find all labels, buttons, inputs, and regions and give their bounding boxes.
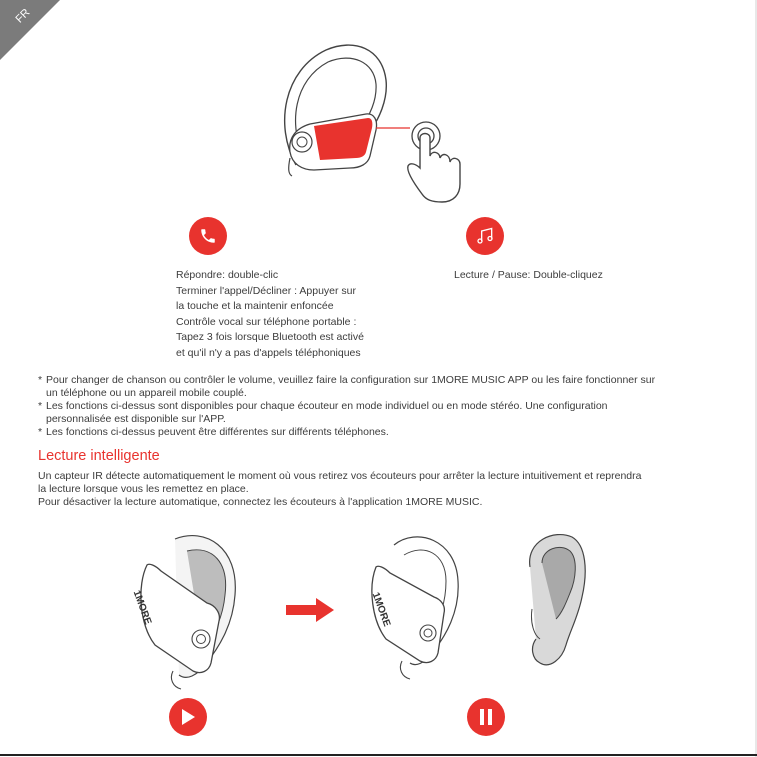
earbud-tap-illustration [270, 40, 470, 212]
note-item: * Les fonctions ci-dessus peuvent être différentes sur différents téléphones. [38, 426, 389, 438]
arrow-right-icon [286, 598, 334, 622]
earbud-worn-illustration [130, 525, 245, 693]
call-line: Terminer l'appel/Décliner : Appuyer sur [176, 284, 357, 297]
brand-logo: 1MORE [130, 589, 154, 627]
notes-list [38, 374, 728, 439]
section-title: Lecture intelligente [38, 448, 160, 464]
call-line: Répondre: double-clic [176, 269, 279, 281]
play-icon-circle [169, 698, 207, 736]
pause-icon-circle [467, 698, 505, 736]
pause-icon [478, 708, 494, 726]
call-controls-text [176, 268, 364, 362]
play-icon [180, 708, 196, 726]
call-line: Tapez 3 fois lorsque Bluetooth est activé [176, 331, 364, 344]
call-line: Contrôle vocal sur téléphone portable : [176, 315, 357, 328]
note-item: * Les fonctions ci-dessus sont disponibles pour chaque écouteur en mode individuel ou en mode stéréo. Une configuration personnalisée est disponible sur l'APP. [38, 400, 608, 425]
earbud-removed-illustration [368, 525, 468, 685]
call-line: la touche et la maintenir enfoncée [176, 300, 334, 313]
music-controls-text [454, 268, 603, 284]
language-label: FR [13, 6, 33, 26]
phone-icon [199, 227, 217, 245]
phone-icon-circle [189, 217, 227, 255]
music-note-icon [475, 226, 495, 246]
music-line: Lecture / Pause: Double-cliquez [454, 269, 603, 281]
note-item: * Pour changer de chanson ou contrôler le volume, veuillez faire la configuration sur 1MORE MUSIC APP ou les faire fonctionner sur un téléphone ou un appareil mobile couplé. [38, 374, 656, 399]
brand-logo: 1MORE [369, 591, 393, 629]
section-description: Un capteur IR détecte automatiquement le moment où vous retirez vos écouteurs pour arrêter la lecture intuitivement et reprendra la lecture lorsque vous les remettez en place. Pour désactiver la lecture automatique, connectez les écouteurs à l'application 1MORE MUSIC. [38, 470, 642, 509]
ear-illustration [520, 527, 590, 677]
language-corner-badge [0, 0, 120, 120]
call-line: et qu'il n'y a pas d'appels téléphoniques [176, 346, 361, 359]
music-icon-circle [466, 217, 504, 255]
bottom-divider [0, 754, 757, 756]
